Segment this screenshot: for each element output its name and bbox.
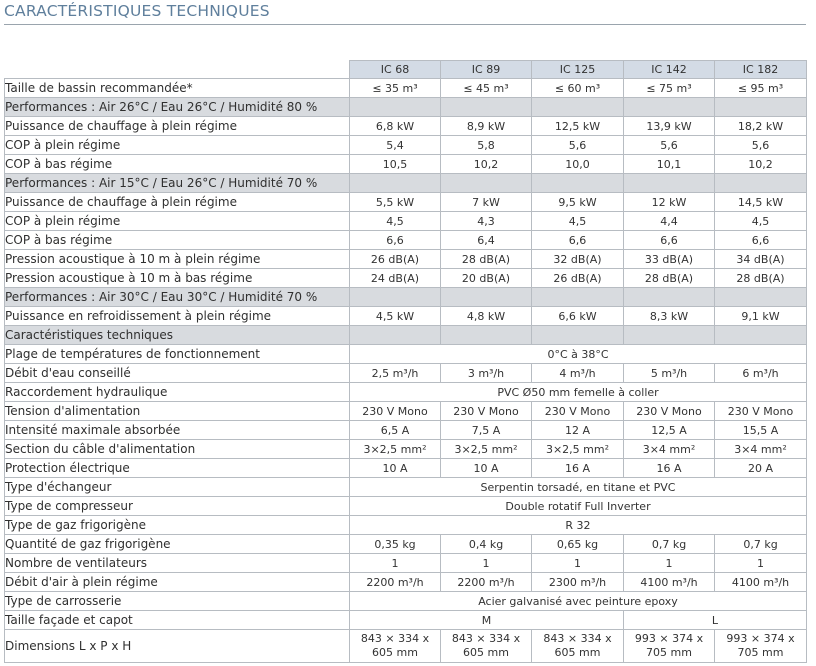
cell-value: 5,5 kW <box>350 193 441 212</box>
cell-value: 33 dB(A) <box>624 250 715 269</box>
cell-value: 32 dB(A) <box>532 250 624 269</box>
cell-value: 8,3 kW <box>624 307 715 326</box>
table-row <box>5 231 807 250</box>
row-label: Quantité de gaz frigorigène <box>5 535 350 554</box>
cell-value: 28 dB(A) <box>715 269 807 288</box>
cell-value: 13,9 kW <box>624 117 715 136</box>
cell-value: 0,35 kg <box>350 535 441 554</box>
row-label: Tension d'alimentation <box>5 402 350 421</box>
cell-value: 6,4 <box>441 231 532 250</box>
section-title: Caractéristiques techniques <box>5 326 350 345</box>
cell-value-merged: Serpentin torsadé, en titane et PVC <box>350 478 807 497</box>
row-label: Intensité maximale absorbée <box>5 421 350 440</box>
cell-value-merged: L <box>624 611 807 630</box>
cell-value: 1 <box>441 554 532 573</box>
page-title: CARACTÉRISTIQUES TECHNIQUES <box>4 2 270 20</box>
cell-value: 7 kW <box>441 193 532 212</box>
cell-value: 28 dB(A) <box>441 250 532 269</box>
table-row <box>5 554 807 573</box>
row-label: Type de gaz frigorigène <box>5 516 350 535</box>
cell-value: 9,1 kW <box>715 307 807 326</box>
table-row <box>5 592 807 611</box>
cell-value: 3×2,5 mm² <box>441 440 532 459</box>
table-row <box>5 459 807 478</box>
table-row <box>5 250 807 269</box>
cell-value: 2200 m³/h <box>350 573 441 592</box>
row-label: Débit d'eau conseillé <box>5 364 350 383</box>
cell-value: 14,5 kW <box>715 193 807 212</box>
cell-value: 4,5 <box>532 212 624 231</box>
cell-value: 5,8 <box>441 136 532 155</box>
cell-value: 2300 m³/h <box>532 573 624 592</box>
cell-value <box>532 630 624 663</box>
section-header-row <box>5 288 807 307</box>
cell-value: 2200 m³/h <box>441 573 532 592</box>
row-label: Puissance en refroidissement à plein régime <box>5 307 350 326</box>
dimension-line: 705 mm <box>737 646 784 659</box>
section-header-row <box>5 326 807 345</box>
cell-value: 5,6 <box>624 136 715 155</box>
cell-value: 6,6 kW <box>532 307 624 326</box>
cell-value: 3×4 mm² <box>624 440 715 459</box>
cell-value: 5 m³/h <box>624 364 715 383</box>
table-row <box>5 421 807 440</box>
cell-value: 10 A <box>441 459 532 478</box>
table-row <box>5 193 807 212</box>
section-header-row <box>5 98 807 117</box>
cell-value: 12 kW <box>624 193 715 212</box>
cell-value: ≤ 35 m³ <box>350 79 441 98</box>
dimension-line: 993 × 374 x <box>726 632 795 645</box>
row-label: COP à bas régime <box>5 155 350 174</box>
cell-value: 24 dB(A) <box>350 269 441 288</box>
model-header: IC 142 <box>624 61 715 79</box>
cell-value: 9,5 kW <box>532 193 624 212</box>
cell-value: 4100 m³/h <box>715 573 807 592</box>
cell-value: 5,6 <box>715 136 807 155</box>
cell-value: 6,6 <box>624 231 715 250</box>
cell-value: ≤ 45 m³ <box>441 79 532 98</box>
table-row <box>5 402 807 421</box>
title-divider <box>4 24 806 25</box>
cell-value: 0,7 kg <box>715 535 807 554</box>
section-header-row <box>5 174 807 193</box>
cell-value <box>624 630 715 663</box>
cell-value: 230 V Mono <box>624 402 715 421</box>
table-row <box>5 516 807 535</box>
row-label: Dimensions L x P x H <box>5 630 350 663</box>
cell-value: 10,2 <box>441 155 532 174</box>
model-header: IC 182 <box>715 61 807 79</box>
cell-value: 3×4 mm² <box>715 440 807 459</box>
cell-value: 10 A <box>350 459 441 478</box>
cell-value: ≤ 60 m³ <box>532 79 624 98</box>
cell-value: 230 V Mono <box>350 402 441 421</box>
table-row <box>5 79 807 98</box>
cell-value: 6,8 kW <box>350 117 441 136</box>
cell-value-merged: PVC Ø50 mm femelle à coller <box>350 383 807 402</box>
cell-value: 1 <box>350 554 441 573</box>
cell-value: 3×2,5 mm² <box>350 440 441 459</box>
table-row <box>5 117 807 136</box>
table-row <box>5 345 807 364</box>
cell-value: 5,4 <box>350 136 441 155</box>
row-label: Puissance de chauffage à plein régime <box>5 193 350 212</box>
cell-value: 4,5 kW <box>350 307 441 326</box>
row-label: COP à plein régime <box>5 136 350 155</box>
dimension-line: 843 × 334 x <box>451 632 521 645</box>
row-label: Type d'échangeur <box>5 478 350 497</box>
cell-value: 6,5 A <box>350 421 441 440</box>
table-row <box>5 611 807 630</box>
cell-value <box>350 630 441 663</box>
cell-value: 8,9 kW <box>441 117 532 136</box>
cell-value: 4,5 <box>715 212 807 231</box>
dimension-line: 843 × 334 x <box>360 632 430 645</box>
cell-value: 6,6 <box>350 231 441 250</box>
dimension-line: 843 × 334 x <box>543 632 612 645</box>
cell-value <box>441 630 532 663</box>
table-row <box>5 136 807 155</box>
row-label: Débit d'air à plein régime <box>5 573 350 592</box>
model-header: IC 125 <box>532 61 624 79</box>
cell-value: 16 A <box>624 459 715 478</box>
cell-value: 230 V Mono <box>715 402 807 421</box>
cell-value-merged: Acier galvanisé avec peinture epoxy <box>350 592 807 611</box>
row-label: Type de compresseur <box>5 497 350 516</box>
row-label: COP à plein régime <box>5 212 350 231</box>
header-row <box>5 61 807 79</box>
specs-table <box>4 60 807 663</box>
cell-value: 28 dB(A) <box>624 269 715 288</box>
cell-value: 15,5 A <box>715 421 807 440</box>
cell-value: 4,4 <box>624 212 715 231</box>
cell-value: 5,6 <box>532 136 624 155</box>
table-row <box>5 630 807 663</box>
cell-value: 0,4 kg <box>441 535 532 554</box>
cell-value: 1 <box>532 554 624 573</box>
cell-value: 34 dB(A) <box>715 250 807 269</box>
cell-value: 3×2,5 mm² <box>532 440 624 459</box>
cell-value-merged: Double rotatif Full Inverter <box>350 497 807 516</box>
cell-value: 7,5 A <box>441 421 532 440</box>
row-label: Taille de bassin recommandée* <box>5 79 350 98</box>
cell-value: 0,65 kg <box>532 535 624 554</box>
cell-value-merged: R 32 <box>350 516 807 535</box>
dimension-line: 605 mm <box>372 646 418 659</box>
cell-value: 10,0 <box>532 155 624 174</box>
row-label: Taille façade et capot <box>5 611 350 630</box>
dimension-line: 993 × 374 x <box>634 632 704 645</box>
model-header: IC 89 <box>441 61 532 79</box>
cell-value: 4,5 <box>350 212 441 231</box>
row-label: Protection électrique <box>5 459 350 478</box>
cell-value: 6 m³/h <box>715 364 807 383</box>
cell-value: 26 dB(A) <box>532 269 624 288</box>
row-label: COP à bas régime <box>5 231 350 250</box>
dimension-line: 605 mm <box>463 646 509 659</box>
cell-value: 26 dB(A) <box>350 250 441 269</box>
cell-value: 4,8 kW <box>441 307 532 326</box>
section-title: Performances : Air 30°C / Eau 30°C / Humidité 70 % <box>5 288 350 307</box>
row-label: Plage de températures de fonctionnement <box>5 345 350 364</box>
row-label: Raccordement hydraulique <box>5 383 350 402</box>
cell-value: 20 A <box>715 459 807 478</box>
row-label: Section du câble d'alimentation <box>5 440 350 459</box>
cell-value: 10,2 <box>715 155 807 174</box>
table-row <box>5 497 807 516</box>
cell-value: ≤ 95 m³ <box>715 79 807 98</box>
cell-value: 4100 m³/h <box>624 573 715 592</box>
table-row <box>5 364 807 383</box>
cell-value: 10,5 <box>350 155 441 174</box>
cell-value: 6,6 <box>532 231 624 250</box>
cell-value: ≤ 75 m³ <box>624 79 715 98</box>
cell-value: 12,5 kW <box>532 117 624 136</box>
cell-value: 12,5 A <box>624 421 715 440</box>
row-label: Puissance de chauffage à plein régime <box>5 117 350 136</box>
cell-value: 6,6 <box>715 231 807 250</box>
table-row <box>5 212 807 231</box>
header-corner <box>5 61 350 79</box>
cell-value: 16 A <box>532 459 624 478</box>
cell-value: 1 <box>624 554 715 573</box>
section-title: Performances : Air 15°C / Eau 26°C / Humidité 70 % <box>5 174 350 193</box>
table-row <box>5 535 807 554</box>
cell-value: 20 dB(A) <box>441 269 532 288</box>
cell-value-merged: 0°C à 38°C <box>350 345 807 364</box>
row-label: Nombre de ventilateurs <box>5 554 350 573</box>
row-label: Type de carrosserie <box>5 592 350 611</box>
cell-value: 0,7 kg <box>624 535 715 554</box>
model-header: IC 68 <box>350 61 441 79</box>
section-title: Performances : Air 26°C / Eau 26°C / Humidité 80 % <box>5 98 350 117</box>
table-row <box>5 307 807 326</box>
cell-value: 4 m³/h <box>532 364 624 383</box>
cell-value: 12 A <box>532 421 624 440</box>
cell-value: 1 <box>715 554 807 573</box>
cell-value: 230 V Mono <box>532 402 624 421</box>
cell-value: 230 V Mono <box>441 402 532 421</box>
cell-value: 2,5 m³/h <box>350 364 441 383</box>
cell-value: 3 m³/h <box>441 364 532 383</box>
cell-value-merged: M <box>350 611 624 630</box>
dimension-line: 605 mm <box>554 646 601 659</box>
table-row <box>5 478 807 497</box>
table-row <box>5 440 807 459</box>
cell-value: 18,2 kW <box>715 117 807 136</box>
cell-value: 4,3 <box>441 212 532 231</box>
row-label: Pression acoustique à 10 m à plein régime <box>5 250 350 269</box>
table-row <box>5 155 807 174</box>
table-row <box>5 573 807 592</box>
table-row <box>5 383 807 402</box>
table-row <box>5 269 807 288</box>
dimension-line: 705 mm <box>646 646 692 659</box>
row-label: Pression acoustique à 10 m à bas régime <box>5 269 350 288</box>
cell-value <box>715 630 807 663</box>
cell-value: 10,1 <box>624 155 715 174</box>
